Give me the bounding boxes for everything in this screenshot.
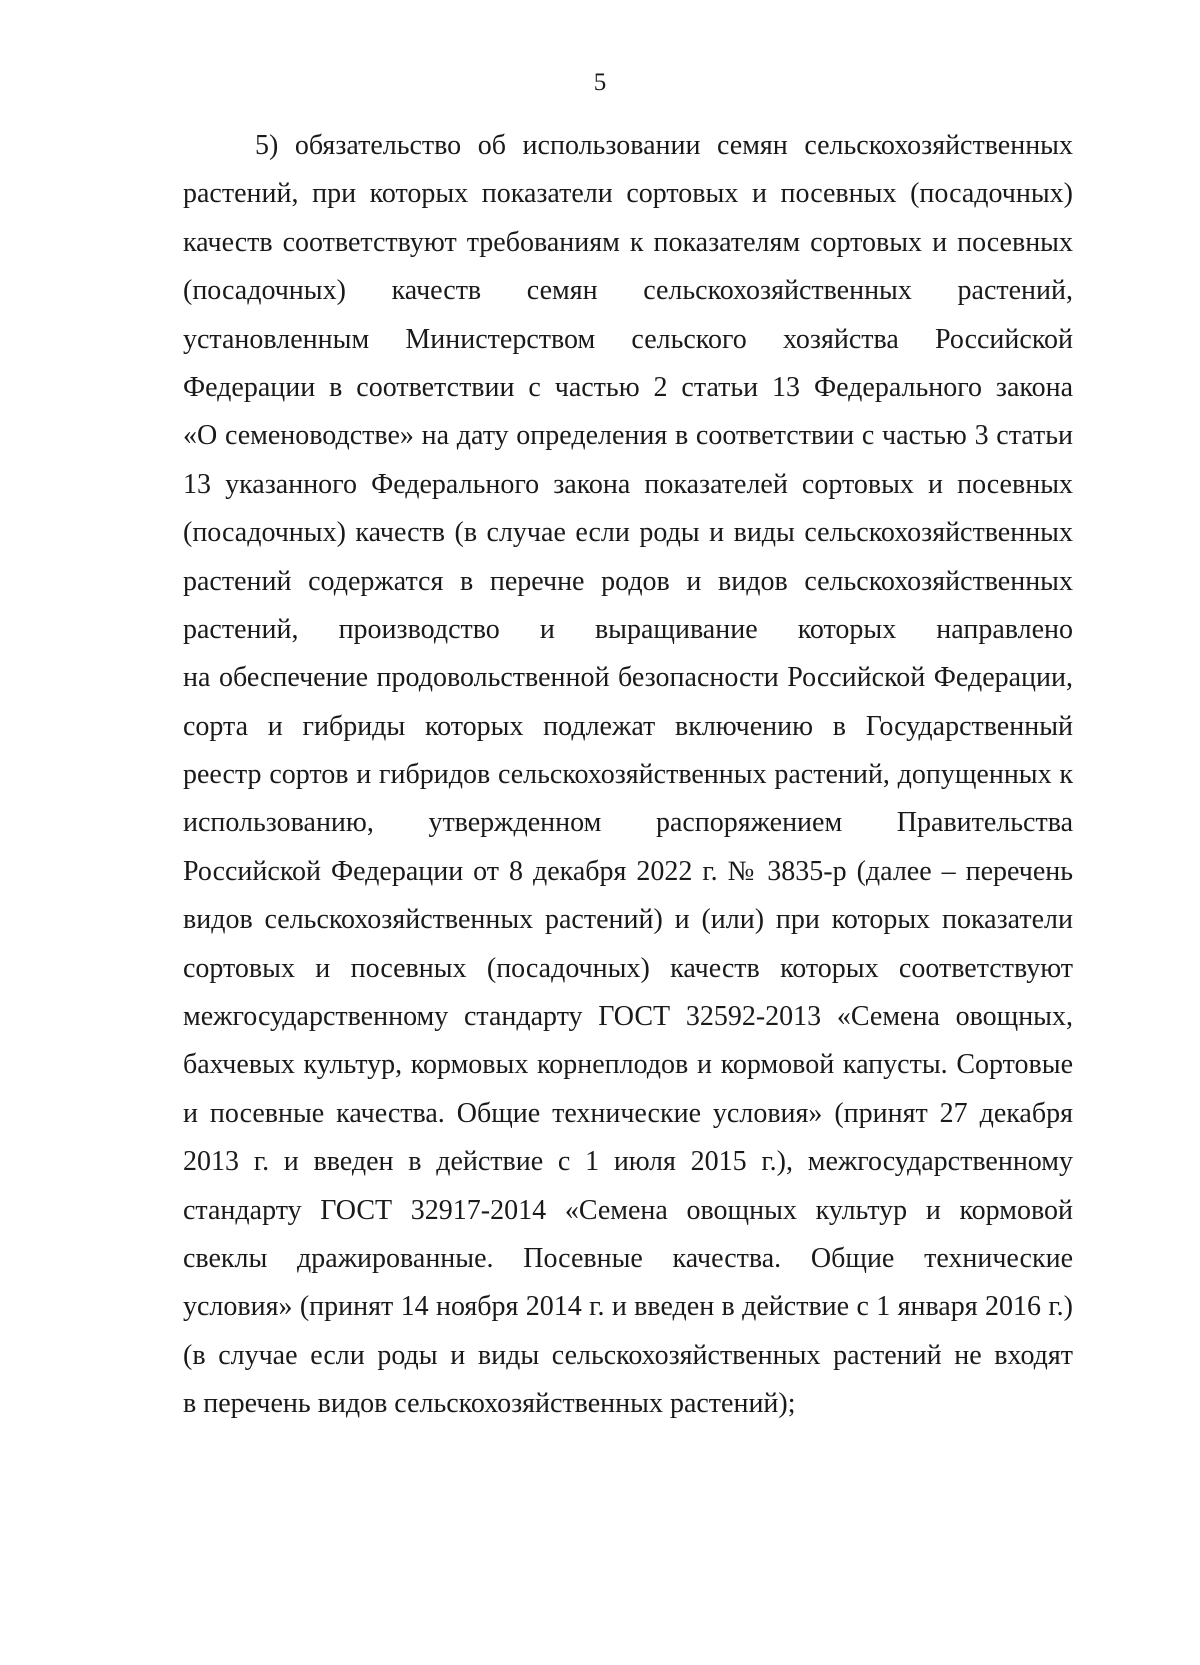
text-line: качеств соответствуют требованиям к показателям сортовых и посевных: [183, 226, 1073, 258]
text-line: стандарту ГОСТ 32917-2014 «Семена овощных культур и кормовой: [183, 1194, 1073, 1226]
text-line: условия» (принят 14 ноября 2014 г. и введен в действие с 1 января 2016 г.): [183, 1291, 1073, 1323]
text-line: «О семеноводстве» на дату определения в соответствии с частью 3 статьи: [183, 420, 1073, 452]
text-line: 5) обязательство об использовании семян сельскохозяйственных: [255, 130, 1073, 161]
text-line: и посевные качества. Общие технические условия» (принят 27 декабря: [183, 1097, 1073, 1129]
text-line: растений, при которых показатели сортовых и посевных (посадочных): [183, 178, 1073, 210]
text-line: 13 указанного Федерального закона показателей сортовых и посевных: [183, 468, 1073, 500]
text-line: свеклы дражированные. Посевные качества. Общие технические: [183, 1242, 1073, 1274]
text-line: бахчевых культур, кормовых корнеплодов и кормовой капусты. Сортовые: [183, 1049, 1073, 1081]
text-line: (посадочных) качеств семян сельскохозяйственных растений,: [183, 275, 1073, 307]
text-line: (в случае если роды и виды сельскохозяйственных растений не входят: [183, 1339, 1073, 1371]
text-line: сортовых и посевных (посадочных) качеств которых соответствуют: [183, 952, 1073, 984]
text-line: сорта и гибриды которых подлежат включению в Государственный: [183, 710, 1073, 742]
text-line: растений, производство и выращивание которых направлено: [183, 613, 1073, 645]
text-line: установленным Министерством сельского хозяйства Российской: [183, 323, 1073, 355]
text-line: (посадочных) качеств (в случае если роды и виды сельскохозяйственных: [183, 517, 1073, 549]
text-line: 2013 г. и введен в действие с 1 июля 2015 г.), межгосударственному: [183, 1146, 1073, 1178]
page-number: 5: [593, 69, 607, 96]
text-line: использованию, утвержденном распоряжением Правительства: [183, 807, 1073, 839]
text-line: Российской Федерации от 8 декабря 2022 г. № 3835-р (далее – перечень: [183, 855, 1073, 887]
text-line: Федерации в соответствии с частью 2 статьи 13 Федерального закона: [183, 371, 1073, 403]
paragraph-item-5: [183, 122, 1073, 1429]
text-line: на обеспечение продовольственной безопасности Российской Федерации,: [183, 662, 1073, 694]
text-line: реестр сортов и гибридов сельскохозяйственных растений, допущенных к: [183, 759, 1073, 791]
text-line: видов сельскохозяйственных растений) и (или) при которых показатели: [183, 904, 1073, 936]
text-line: растений содержатся в перечне родов и видов сельскохозяйственных: [183, 565, 1073, 597]
text-line: в перечень видов сельскохозяйственных растений);: [183, 1388, 796, 1420]
text-line: межгосударственному стандарту ГОСТ 32592-2013 «Семена овощных,: [183, 1001, 1073, 1033]
